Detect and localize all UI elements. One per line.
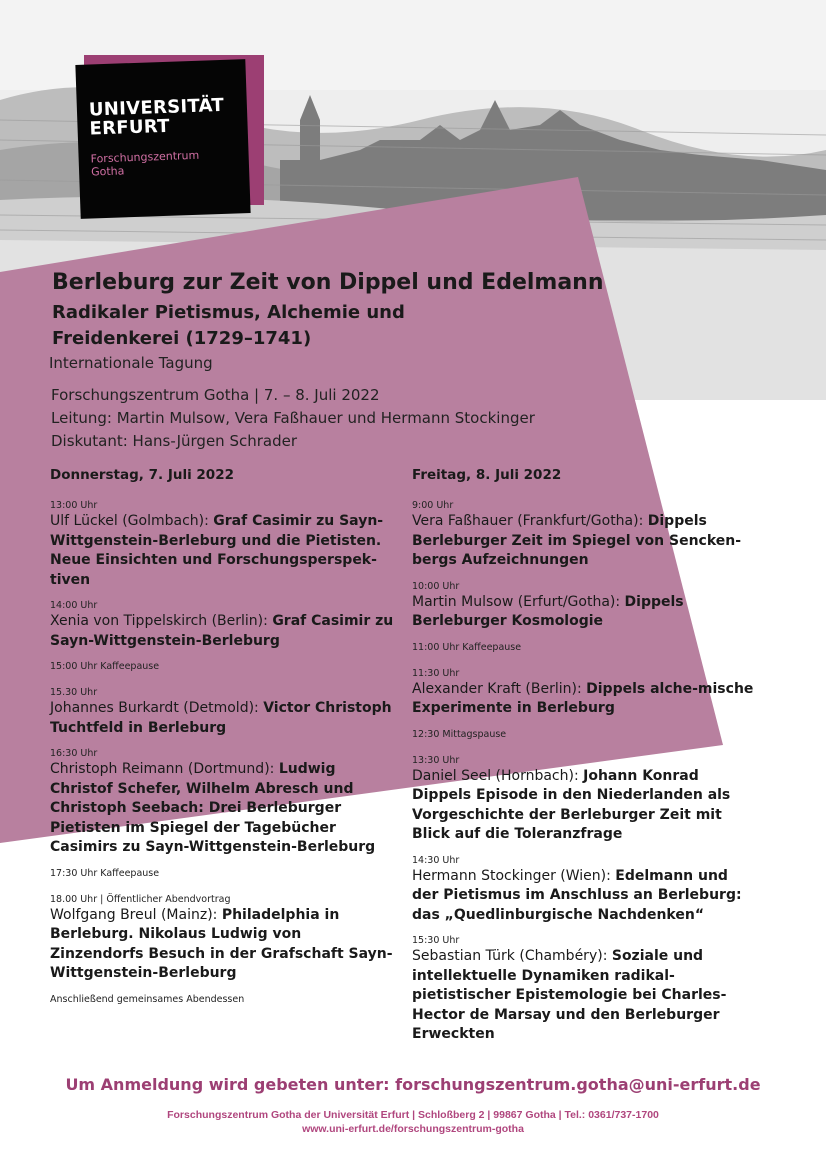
program-slot: [50, 500, 395, 590]
closing-note: Anschließend gemeinsames Abendessen: [50, 993, 245, 1005]
footer-website-link[interactable]: www.uni-erfurt.de/forschungszentrum-gotha: [302, 1123, 524, 1135]
slot-time: 13:00 Uhr: [50, 500, 98, 511]
slot-time: 9:00 Uhr: [412, 500, 454, 511]
slot-time: 11:30 Uhr: [412, 667, 460, 679]
slot-talk: Philadelphia in Berleburg. Nikolaus Ludwig von Zinzendorfs Besuch in der Grafschaft Sayn-Wittgenstein-Berleburg: [50, 906, 393, 981]
break-time: 15:00 Uhr Kaffeepause: [50, 661, 160, 672]
conference-type: Internationale Tagung: [49, 354, 213, 372]
slot-time: 13:30 Uhr: [412, 754, 460, 766]
slot-time: 15.30 Uhr: [50, 687, 98, 698]
slot-talk: Edelmann und der Pietismus im Anschluss an Berleburg: das „Quedlinburgische Nachdenken“: [412, 867, 742, 923]
break-time: 11:00 Uhr Kaffeepause: [412, 641, 522, 653]
program-slot: [412, 935, 757, 1045]
day1-heading: Donnerstag, 7. Juli 2022: [50, 467, 234, 483]
event-meta: [51, 384, 535, 453]
slot-time: 14:30 Uhr: [412, 854, 460, 866]
slot-speaker: Daniel Seel (Hornbach):: [412, 767, 584, 784]
organizers: Leitung: Martin Mulsow, Vera Faßhauer und Hermann Stockinger: [51, 409, 535, 427]
day1-program: [50, 500, 395, 1005]
slot-time: 15:30 Uhr: [412, 935, 460, 946]
program-slot: [412, 500, 757, 571]
slot-speaker: Sebastian Türk (Chambéry):: [412, 948, 612, 964]
program-slot: [50, 687, 395, 738]
program-slot: [50, 894, 395, 984]
slot-speaker: Hermann Stockinger (Wien):: [412, 867, 616, 884]
day2-program: [412, 500, 757, 1055]
slot-speaker: Wolfgang Breul (Mainz):: [50, 906, 222, 923]
slot-time: 18.00 Uhr | Öffentlicher Abendvortrag: [50, 893, 231, 905]
event-title: Berleburg zur Zeit von Dippel und Edelmann: [52, 270, 604, 295]
slot-speaker: Christoph Reimann (Dortmund):: [50, 761, 279, 777]
registration-text: Um Anmeldung wird gebeten unter:: [65, 1075, 396, 1094]
discussant: Diskutant: Hans-Jürgen Schrader: [51, 432, 297, 450]
slot-talk: Dippels alche-mische Experimente in Berleburg: [412, 680, 754, 716]
slot-talk: Victor Christoph Tuchtfeld in Berleburg: [50, 700, 392, 736]
day2-heading: Freitag, 8. Juli 2022: [412, 467, 562, 483]
slot-time: 10:00 Uhr: [412, 580, 460, 592]
slot-talk: Graf Casimir zu Sayn-Wittgenstein-Berleburg: [50, 613, 394, 649]
event-subtitle: Radikaler Pietismus, Alchemie und Freidenkerei (1729–1741): [52, 302, 405, 349]
slot-talk: Soziale und intellektuelle Dynamiken radikal-pietistischer Epistemologie bei Charles-Hector de Marsay und den Berleburger Erweckten: [412, 948, 727, 1042]
program-break: [50, 868, 395, 880]
program-break: [50, 661, 395, 673]
slot-talk: Johann Konrad Dippels Episode in den Niederlanden als Vorgeschichte der Berleburger Zeit mit Blick auf die Toleranzfrage: [412, 767, 731, 842]
slot-talk: Graf Casimir zu Sayn-Wittgenstein-Berleburg und die Pietisten. Neue Einsichten und Forschungsperspek-tiven: [50, 513, 384, 588]
footer: [0, 1108, 826, 1136]
program-slot: [412, 668, 757, 719]
slot-speaker: Johannes Burkardt (Detmold):: [50, 700, 264, 716]
slot-speaker: Alexander Kraft (Berlin):: [412, 680, 587, 697]
registration-email-link[interactable]: forschungszentrum.gotha@uni-erfurt.de: [395, 1075, 761, 1094]
program-slot: [412, 755, 757, 845]
program-slot: [50, 600, 395, 651]
slot-speaker: Xenia von Tippelskirch (Berlin):: [50, 613, 273, 629]
slot-talk: Ludwig Christof Schefer, Wilhelm Abresch und Christoph Seebach: Drei Berleburger Pietisten im Spiegel der Tagebücher Casimirs zu Sayn-Wittgenstein-Berleburg: [50, 761, 376, 855]
break-time: 17:30 Uhr Kaffeepause: [50, 867, 160, 879]
slot-talk: Dippels Berleburger Zeit im Spiegel von Sencken-bergs Aufzeichnungen: [412, 513, 742, 568]
program-slot: [50, 748, 395, 858]
footer-address: Forschungszentrum Gotha der Universität Erfurt | Schloßberg 2 | 99867 Gotha | Tel.: 0361/737-1700: [167, 1109, 659, 1121]
slot-time: 14:00 Uhr: [50, 600, 98, 611]
slot-time: 16:30 Uhr: [50, 748, 98, 759]
program-break: [412, 729, 757, 741]
logo-institute-name: Forschungszentrum Gotha: [90, 148, 200, 179]
university-logo: [75, 59, 250, 219]
slot-speaker: Ulf Lückel (Golmbach):: [50, 513, 214, 529]
registration-note: [0, 1075, 826, 1094]
slot-speaker: Martin Mulsow (Erfurt/Gotha):: [412, 593, 625, 610]
break-time: 12:30 Mittagspause: [412, 728, 507, 740]
slot-talk: Dippels Berleburger Kosmologie: [412, 593, 684, 629]
slot-speaker: Vera Faßhauer (Frankfurt/Gotha):: [412, 513, 648, 529]
logo-university-name: UNIVERSITÄT ERFURT: [88, 94, 225, 140]
place-date: Forschungszentrum Gotha | 7. – 8. Juli 2022: [51, 386, 380, 404]
program-slot: [412, 581, 757, 632]
program-slot: [412, 855, 757, 926]
program-break: [412, 642, 757, 654]
